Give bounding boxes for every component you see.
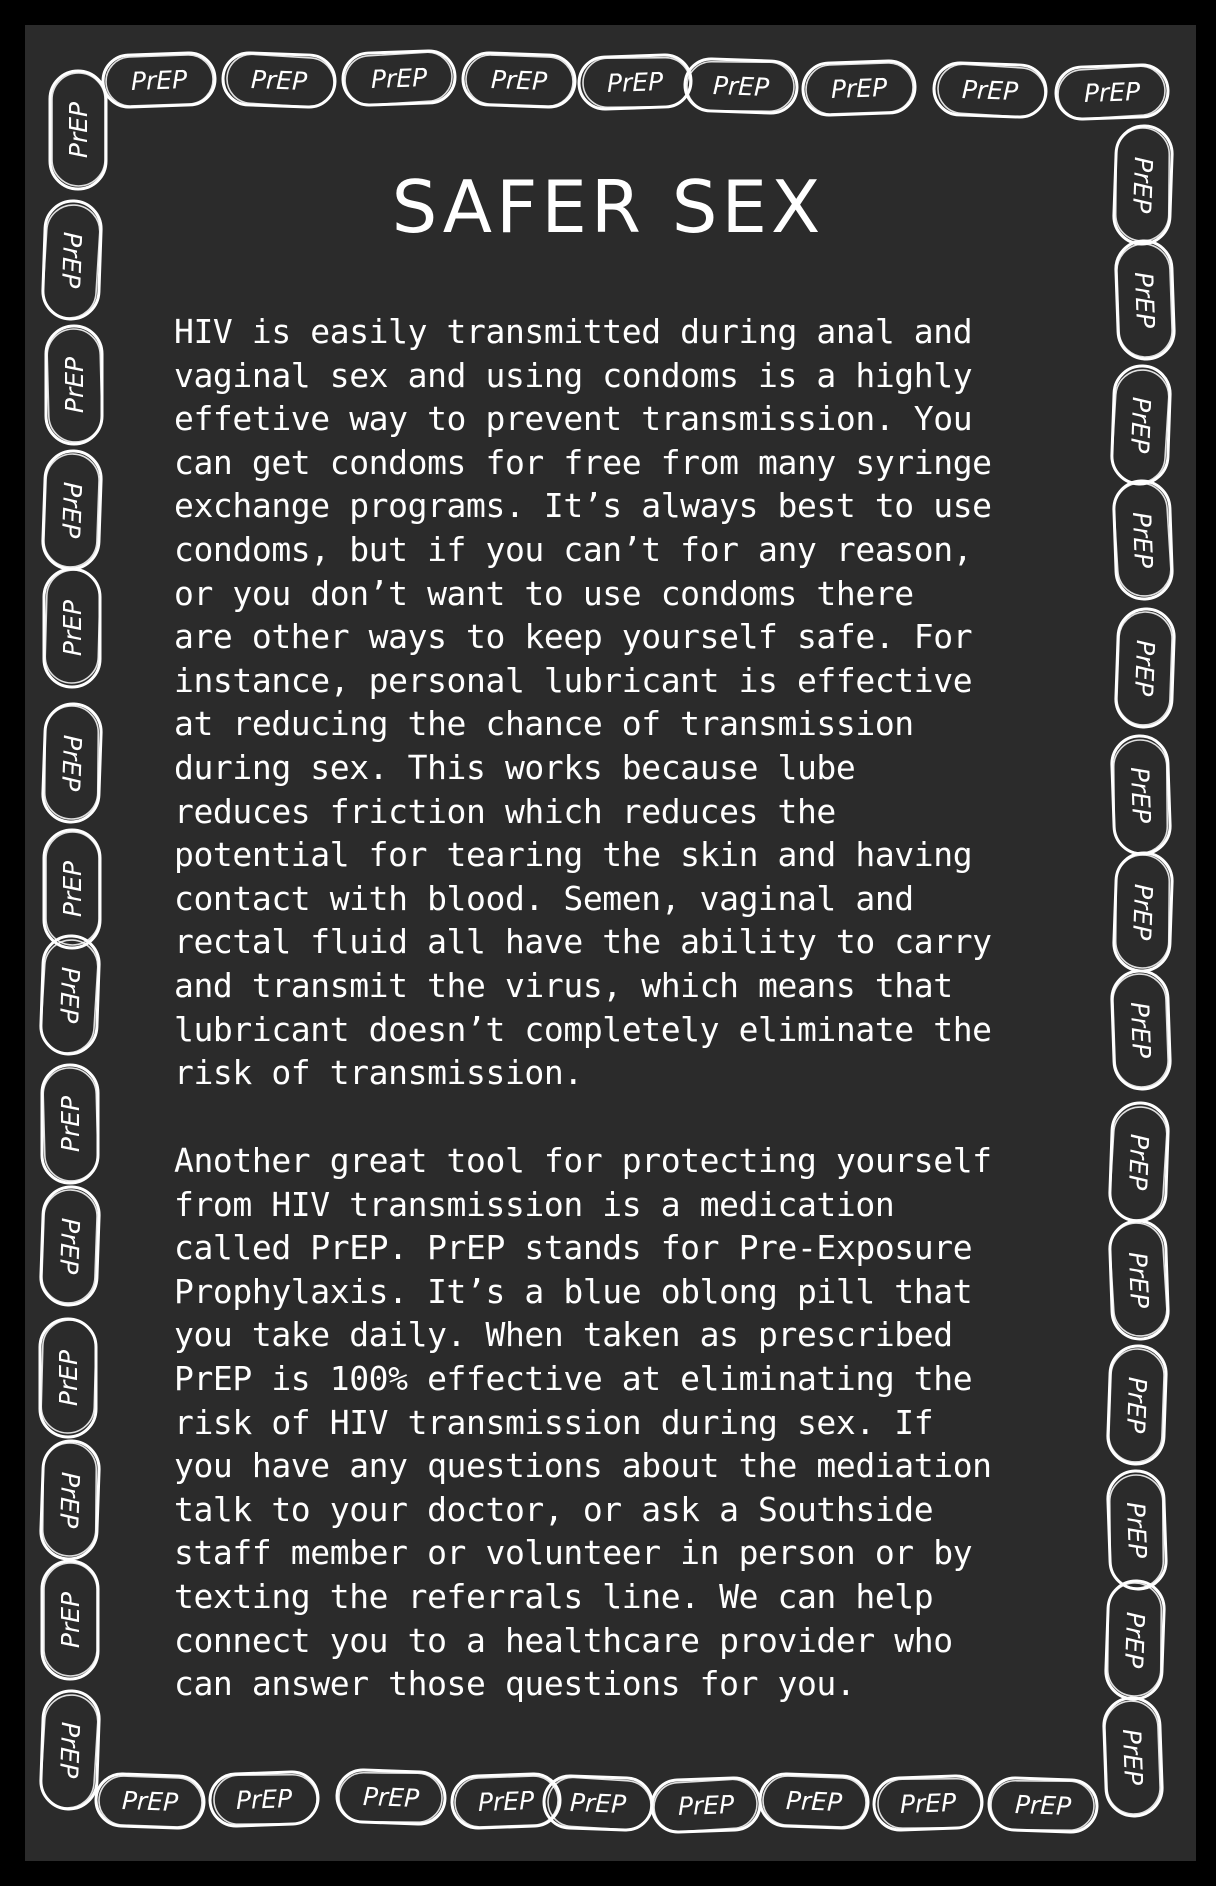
prep-pill-icon <box>1104 1580 1165 1700</box>
prep-pill-icon <box>684 58 798 114</box>
prep-pill-icon <box>39 1690 100 1810</box>
pill-label: PrEP <box>54 1217 85 1275</box>
pill-label: PrEP <box>1125 396 1156 454</box>
prep-pill-icon <box>1110 365 1171 485</box>
page-title: SAFER SEX <box>391 165 825 249</box>
prep-pill-icon <box>95 1773 205 1829</box>
pill-label: PrEP <box>1121 1501 1152 1559</box>
prep-pill-icon <box>1115 608 1175 728</box>
pill-label: PrEP <box>54 1471 85 1529</box>
prep-pill-icon <box>1103 1697 1163 1817</box>
pill-label: PrEP <box>1127 883 1158 941</box>
pill-label: PrEP <box>1117 1728 1148 1786</box>
prep-pill-icon <box>1055 64 1169 120</box>
paragraph-prep-medication: Another great tool for protecting yourself from HIV transmission is a medication called PrEP. PrEP stands for Pre-Exposure Prophylaxis. It’s a blue oblong pill that you take daily. When taken as prescribed PrEP is 100% effective at eliminating the risk of HIV transmission during sex. If you have any questions about the mediation talk to your doctor, or ask a Southside staff member or volunteer in person or by texting the referrals line. We can help connect you to a healthcare provider who can answer those questions for you. <box>174 1141 992 1704</box>
pill-label: PrEP <box>1123 1133 1154 1191</box>
prep-pill-icon <box>873 1775 983 1831</box>
prep-pill-icon <box>462 52 576 108</box>
pill-label: PrEP <box>712 71 770 102</box>
pill-label: PrEP <box>606 67 664 98</box>
pill-label: PrEP <box>1123 1251 1154 1309</box>
pill-label: PrEP <box>1125 766 1156 824</box>
prep-pill-icon <box>40 1319 97 1437</box>
pill-label: PrEP <box>121 1786 179 1817</box>
pill-label: PrEP <box>1127 511 1158 569</box>
prep-pill-icon <box>44 830 100 948</box>
prep-pill-icon <box>102 52 216 108</box>
prep-pill-icon <box>41 703 102 823</box>
pill-label: PrEP <box>370 63 428 94</box>
prep-pill-icon <box>42 1561 98 1679</box>
pill-label: PrEP <box>490 65 548 96</box>
pill-label: PrEP <box>56 1591 85 1649</box>
pill-label: PrEP <box>899 1788 957 1819</box>
prep-pill-icon <box>336 1769 446 1825</box>
prep-pill-icon <box>46 326 102 444</box>
pill-label: PrEP <box>58 860 87 918</box>
pill-label: PrEP <box>130 65 188 96</box>
prep-pill-icon <box>1110 735 1171 855</box>
prep-pill-icon <box>1106 1470 1167 1590</box>
pill-label: PrEP <box>1129 271 1160 329</box>
prep-pill-icon <box>988 1777 1098 1833</box>
prep-pill-icon <box>1111 970 1171 1090</box>
pill-label: PrEP <box>1127 156 1158 214</box>
pill-label: PrEP <box>54 1721 85 1779</box>
prep-pill-icon <box>578 54 692 110</box>
pill-label: PrEP <box>1014 1790 1072 1821</box>
pill-label: PrEP <box>961 75 1019 106</box>
pill-label: PrEP <box>64 101 93 159</box>
prep-pill-icon <box>342 50 456 106</box>
pill-label: PrEP <box>58 599 87 657</box>
pill-label: PrEP <box>1119 1611 1150 1669</box>
pill-label: PrEP <box>362 1782 420 1813</box>
pill-label: PrEP <box>60 356 89 414</box>
pill-label: PrEP <box>569 1788 627 1819</box>
prep-pill-icon <box>651 1777 761 1833</box>
pill-label: PrEP <box>830 73 888 104</box>
prep-pill-icon <box>42 450 102 570</box>
prep-pill-icon <box>39 1440 100 1560</box>
prep-pill-icon <box>1107 1345 1167 1465</box>
prep-pill-icon <box>1108 1220 1169 1340</box>
prep-pill-icon <box>39 935 100 1055</box>
pill-label: PrEP <box>54 966 85 1024</box>
prep-pill-icon <box>759 1773 869 1829</box>
pill-label: PrEP <box>477 1786 535 1817</box>
pill-label: PrEP <box>56 734 87 792</box>
paragraph-condoms-lubricant: HIV is easily transmitted during anal and vaginal sex and using condoms is a highly effetive way to prevent transmission. You can get condoms for free from many syringe exchange programs. It’s always best to use condoms, but if you can’t for any reason, or you don’t want to use condoms there are other ways to keep yourself safe. For instance, personal lubricant is effective at reducing the chance of transmission during sex. This works because lube reduces friction which reduces the potential for tearing the skin and having contact with blood. Semen, vaginal and rectal fluid all have the ability to carry and transmit the virus, which means that lubricant doesn’t completely eliminate the risk of transmission. <box>174 312 992 1093</box>
pill-label: PrEP <box>677 1790 735 1821</box>
pill-label: PrEP <box>1121 1376 1152 1434</box>
pill-label: PrEP <box>1125 1001 1156 1059</box>
prep-pill-icon <box>933 62 1047 118</box>
prep-pill-icon <box>1115 240 1175 360</box>
prep-pill-icon <box>1112 852 1173 972</box>
prep-pill-icon <box>44 569 101 687</box>
pill-label: PrEP <box>250 65 308 96</box>
prep-pill-icon <box>802 60 916 116</box>
pill-label: PrEP <box>56 481 87 539</box>
pill-label: PrEP <box>235 1784 293 1815</box>
pill-label: PrEP <box>785 1786 843 1817</box>
pill-label: PrEP <box>1129 639 1160 697</box>
prep-pill-icon <box>1108 1102 1169 1222</box>
pill-label: PrEP <box>56 231 87 289</box>
prep-pill-icon <box>222 52 336 108</box>
pill-label: PrEP <box>54 1349 83 1407</box>
pill-label: PrEP <box>1083 77 1141 108</box>
prep-pill-icon <box>1112 480 1173 600</box>
prep-pill-icon <box>42 1065 98 1183</box>
pill-label: PrEP <box>56 1095 85 1153</box>
prep-pill-icon <box>209 1771 319 1827</box>
prep-pill-icon <box>40 1186 100 1306</box>
